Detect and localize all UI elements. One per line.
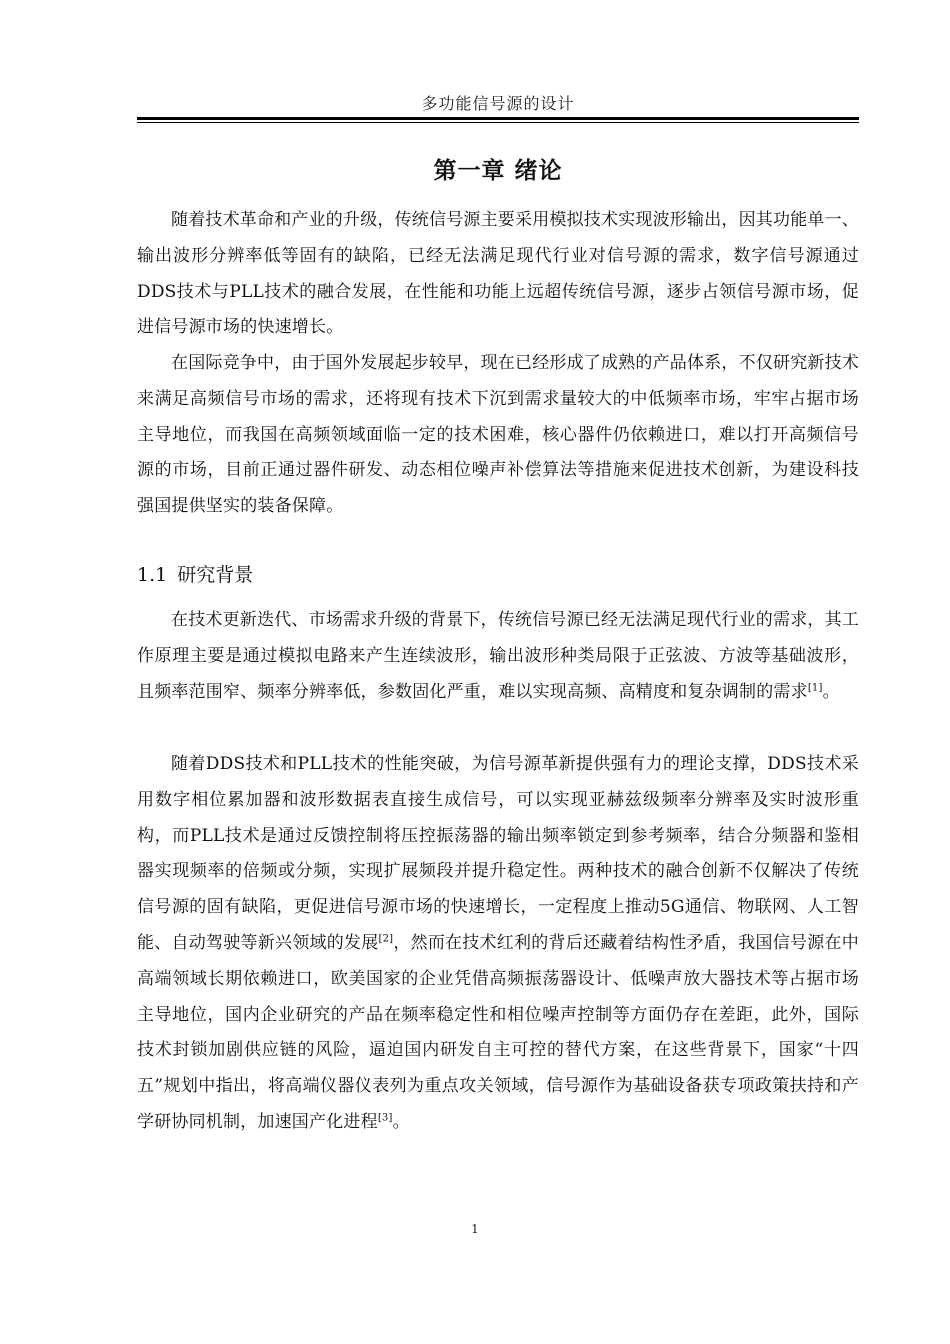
section-number: 1.1 [137,564,168,586]
header-rule-thick [137,117,859,120]
section-heading [137,560,253,587]
background-paragraph-2 [137,747,859,1141]
background-paragraph-2-text-b: ，然而在技术红利的背后还藏着结构性矛盾，我国信号源在中高端领域长期依赖进口，欧美国家的企业凭借高频振荡器设计、低噪声放大器技术等占据市场主导地位，国内企业研究的产品在频率稳定性和相位噪声控制等方面仍存在差距，此外，国际技术封锁加剧供应链的风险，逼迫国内研发自主可控的替代方案，在这些背景下，国家“十四五”规划中指出，将高端仪器仪表列为重点攻关领域，信号源作为基础设备获专项政策扶持和产学研协同机制，加速国产化进程 [137,932,859,1132]
page-number: 1 [471,1222,479,1236]
intro-paragraph-2: 在国际竞争中，由于国外发展起步较早，现在已经形成了成熟的产品体系，不仅研究新技术来满足高频信号市场的需求，还将现有技术下沉到需求量较大的中低频率市场，牢牢占据市场主导地位，而我国在高频领域面临一定的技术困难，核心器件仍依赖进口，难以打开高频信号源的市场，目前正通过器件研发、动态相位噪声补偿算法等措施来促进技术创新，为建设科技强国提供坚实的装备保障。 [137,353,859,517]
background-paragraph-1-tail: 。 [822,681,840,702]
intro-paragraph-1: 随着技术革命和产业的升级，传统信号源主要采用模拟技术实现波形输出，因其功能单一、输出波形分辨率低等固有的缺陷，已经无法满足现代行业对信号源的需求，数字信号源通过DDS技术与PLL技术的融合发展，在性能和功能上远超传统信号源，逐步占领信号源市场，促进信号源市场的快速增长。 [137,210,859,338]
header-rule-thin [137,122,859,123]
citation-2[interactable]: [2] [378,933,394,945]
running-header-title: 多功能信号源的设计 [421,94,575,113]
chapter-title: 第一章 绪论 [433,158,563,184]
citation-3[interactable]: [3] [377,1112,393,1124]
background-paragraph-1-text: 在技术更新迭代、市场需求升级的背景下，传统信号源已经无法满足现代行业的需求，其工作原理主要是通过模拟电路来产生连续波形，输出波形种类局限于正弦波、方波等基础波形，且频率范围窄、频率分辨率低，参数固化严重，难以实现高频、高精度和复杂调制的需求 [137,610,859,702]
background-paragraph-2-tail: 。 [392,1111,410,1132]
background-paragraph-2-text-a: 随着DDS技术和PLL技术的性能突破，为信号源革新提供强有力的理论支撑，DDS技术采用数字相位累加器和波形数据表直接生成信号，可以实现亚赫兹级频率分辨率及实时波形重构，而PLL技术是通过反馈控制将压控振荡器的输出频率锁定到参考频率，结合分频器和鉴相器实现频率的倍频或分频，实现扩展频段并提升稳定性。两种技术的融合创新不仅解决了传统信号源的固有缺陷，更促进信号源市场的快速增长，一定程度上推动5G通信、物联网、人工智能、自动驾驶等新兴领域的发展 [137,754,859,953]
section-title: 研究背景 [177,564,254,586]
citation-1[interactable]: [1] [807,681,823,693]
background-paragraph-1 [137,603,859,710]
